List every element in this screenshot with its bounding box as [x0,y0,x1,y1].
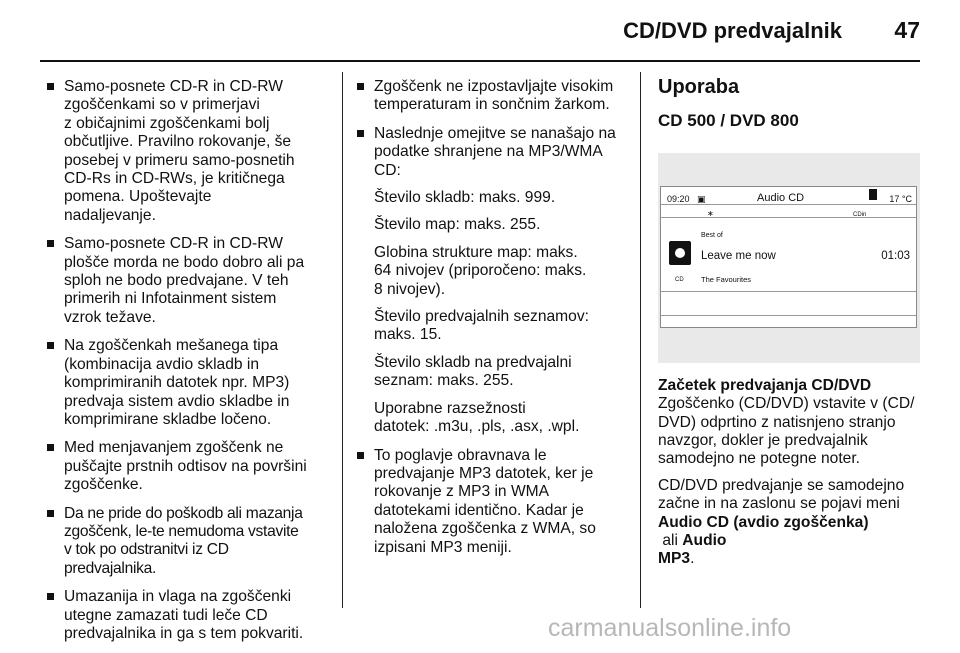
sub-title: CD 500 / DVD 800 [658,111,799,131]
page-title: CD/DVD predvajalnik [623,18,842,43]
display-time: 09:20 [667,193,690,204]
bullet-item: Samo-posnete CD-R in CD-RW zgoščenkami so v primerjavi z običajnimi zgoščenkami bolj občutljive. Pravilno rokovanje, še posebej v primeru samo-posnetih CD-Rs in CD-RWs, je kritičnega pomena. Upoštevajte nadaljevanje. [44,78,334,225]
display-title: Audio CD [757,191,805,204]
menu-name-audio-cd: Audio CD (avdio zgoščenka) [658,513,869,531]
column-divider-2 [640,72,641,608]
column-middle [354,78,632,567]
conjunction: ali [658,532,683,550]
display-info-row [661,205,916,218]
page-number: 47 [894,17,920,43]
column-divider-1 [342,72,343,608]
section-title: Uporaba [658,76,740,98]
limit-item: Število predvajalnih seznamov: maks. 15. [374,308,589,344]
cd-disc-icon [669,241,691,265]
display-temperature: 17 °C [889,193,912,204]
cd-in-indicator: CDin [853,211,867,218]
display-separator [661,315,916,316]
menu-name-audio-mp3: Audio MP3 [658,532,727,568]
limits-intro: Naslednje omejitve se nanašajo na podatke shranjene na MP3/WMA CD: [374,124,616,179]
limit-item: Uporabne razsežnosti datotek: .m3u, .pls, .asx, .wpl. [374,399,580,436]
column-left [44,78,334,653]
display-track: Leave me now [701,249,776,262]
start-text: Zgoščenko (CD/DVD) vstavite v (CD/ DVD) odprtino z natisnjeno stranjo navzgor, dokler je predvajalnik samodejno ne potegne noter. [658,395,915,468]
display-panel [660,186,917,328]
display-duration: 01:03 [881,249,910,262]
bullet-item-limits [354,125,632,437]
bluetooth-icon: ∗ [707,208,714,218]
bullet-item: Med menjavanjem zgoščenk ne puščajte prstnih odtisov na površini zgoščenke. [44,439,334,494]
watermark: carmanualsonline.info [548,614,792,642]
limit-item: Število skladb: maks. 999. [374,189,556,207]
start-heading: Začetek predvajanja CD/DVD [658,376,872,394]
limit-item: Globina strukture map: maks. 64 nivojev (priporočeno: maks. 8 nivojev). [374,243,587,298]
display-album: The Favourites [701,274,752,284]
display-screenshot [658,153,920,363]
limit-item: Število skladb na predvajalni seznam: maks. 255. [374,353,572,390]
sentence-end: . [690,550,695,568]
limit-item: Število map: maks. 255. [374,216,541,234]
auto-play-desc: CD/DVD predvajanje se samodejno začne in na zaslonu se pojavi meni [658,476,905,513]
display-artist: Best of [701,231,723,239]
display-separator [661,291,916,292]
column-right [658,78,926,577]
bullet-item: Na zgoščenkah mešanega tipa (kombinacija avdio skladb in komprimiranih datotek npr. MP3) predvaja sistem avdio skladbe in komprimirane skladbe ločeno. [44,337,334,429]
bullet-item: Samo-posnete CD-R in CD-RW plošče morda ne bodo dobro ali pa sploh ne bodo predvajane. V teh primerih ni Infotainment sistem vzrok težave. [44,235,334,327]
cd-label: CD [675,276,684,283]
bullet-item: To poglavje obravnava le predvajanje MP3 datotek, ker je rokovanje z MP3 in WMA datotekami identično. Kadar je naložena zgoščenka z WMA, so izpisani MP3 meniji. [354,447,632,557]
bullet-item: Umazanija in vlaga na zgoščenki utegne zamazati tudi leče CD predvajalnika in ga s tem pokvariti. [44,588,334,643]
bullet-item: Zgoščenk ne izpostavljajte visokim temperaturam in sončnim žarkom. [354,78,632,115]
auto-play-text [658,477,926,569]
header-rule [40,60,920,62]
page-header [0,0,960,62]
display-status-bar [661,187,916,205]
cd-source-icon: ▣ [697,193,706,204]
phone-icon [869,189,877,200]
bullet-item: Da ne pride do poškodb ali mazanja zgoščenk, le-te nemudoma vstavite v tok po odstranitvi iz CD predvajalnika. [44,505,334,579]
